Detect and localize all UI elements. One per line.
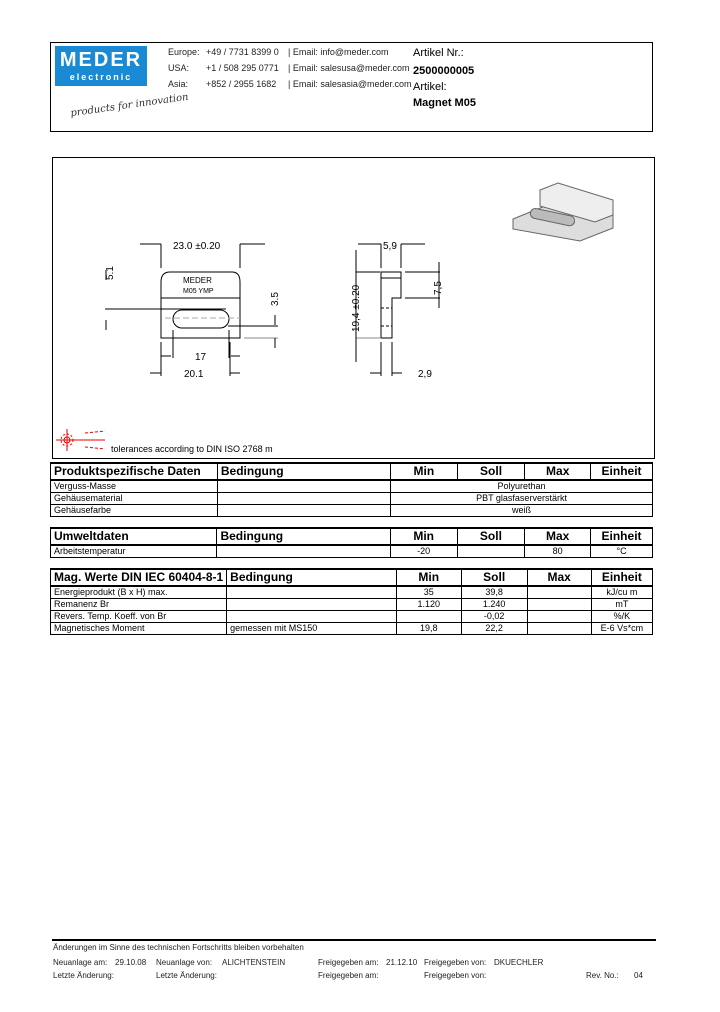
cell: 19,8: [396, 623, 461, 635]
tolerance-symbol-icon: [56, 429, 105, 451]
dim-7-5: 7,5: [433, 281, 444, 295]
freigegeben-am2-label: Freigegeben am:: [318, 971, 379, 980]
dim-17: 17: [195, 352, 207, 363]
logo-sub: electronic: [69, 72, 133, 82]
artikel-nr: 2500000005: [413, 65, 475, 77]
col-header: Soll: [457, 528, 525, 545]
cell: [527, 623, 591, 635]
cell: °C: [591, 545, 653, 558]
footer-note: Änderungen im Sinne des technischen Fortschritts bleiben vorbehalten: [53, 943, 304, 952]
product-data-table: [50, 462, 653, 517]
cell: [527, 599, 591, 611]
contact-phone: +1 / 508 295 0771: [206, 63, 279, 73]
dim-width: 23.0 ±0.20: [173, 241, 221, 252]
col-header: Min: [390, 528, 457, 545]
col-header: Produktspezifische Daten: [51, 463, 218, 480]
table-row: [51, 611, 653, 623]
magnetic-values-table: [50, 568, 653, 635]
row-value: weiß: [391, 505, 653, 517]
neuanlage-von-label: Neuanlage von:: [156, 958, 213, 967]
cell: 39,8: [461, 586, 527, 599]
dim-5-9: 5,9: [383, 241, 397, 252]
cell: 1.240: [461, 599, 527, 611]
col-header: Bedingung: [217, 528, 390, 545]
cell: [227, 611, 397, 623]
col-header: Max: [525, 463, 591, 480]
cell: 80: [525, 545, 591, 558]
slogan: products for innovation: [69, 91, 190, 120]
cell: -20: [390, 545, 457, 558]
cell: E-6 Vs*cm: [591, 623, 652, 635]
contact-region: Asia:: [168, 79, 189, 89]
tolerance-note: tolerances according to DIN ISO 2768 m: [111, 444, 273, 454]
cell: %/K: [591, 611, 652, 623]
3d-magnet-icon: [513, 183, 613, 241]
dim-5-1: 5.1: [105, 266, 116, 280]
side-view-outline: [381, 272, 401, 338]
col-header: Einheit: [591, 528, 653, 545]
marking-line-2: M05 YMP: [183, 288, 214, 295]
contact-email: | Email: salesasia@meder.com: [288, 79, 412, 89]
row-value: Polyurethan: [391, 480, 653, 493]
col-header: Umweltdaten: [51, 528, 217, 545]
cell: mT: [591, 599, 652, 611]
table-row: [51, 545, 653, 558]
contact-phone: +49 / 7731 8399 0: [206, 47, 279, 57]
contact-email: | Email: info@meder.com: [288, 47, 389, 57]
row-value: PBT glasfaserverstärkt: [391, 493, 653, 505]
freigegeben-von-label: Freigegeben von:: [424, 958, 487, 967]
neuanlage-am: 29.10.08: [115, 958, 147, 967]
neuanlage-am-label: Neuanlage am:: [53, 958, 108, 967]
rev-label: Rev. No.:: [586, 971, 619, 980]
cell: Energieprodukt (B x H) max.: [51, 586, 227, 599]
col-header: Max: [527, 569, 591, 586]
rev-number: 04: [634, 971, 643, 980]
technical-drawing: [0, 0, 720, 470]
col-header: Mag. Werte DIN IEC 60404-8-1: [51, 569, 227, 586]
cell: [527, 586, 591, 599]
table-row: [51, 599, 653, 611]
cell: 22,2: [461, 623, 527, 635]
freigegeben-von2-label: Freigegeben von:: [424, 971, 487, 980]
letzte-aenderung-label: Letzte Änderung:: [53, 971, 114, 980]
col-header: Soll: [457, 463, 525, 480]
table-row: [51, 480, 653, 493]
letzte-aenderung-von-label: Letzte Änderung:: [156, 971, 217, 980]
col-header: Einheit: [591, 569, 652, 586]
cell: 1.120: [396, 599, 461, 611]
contact-region: Europe:: [168, 47, 200, 57]
col-header: Soll: [461, 569, 527, 586]
cell: [227, 599, 397, 611]
contact-region: USA:: [168, 63, 190, 73]
cell: [217, 545, 390, 558]
cell: 35: [396, 586, 461, 599]
contact-phone: +852 / 2955 1682: [206, 79, 277, 89]
dim-19-4: 19,4 ±0.20: [351, 284, 362, 332]
cell: Magnetisches Moment: [51, 623, 227, 635]
row-label: Verguss-Masse: [51, 480, 218, 493]
cell: [527, 611, 591, 623]
table-row: [51, 623, 653, 635]
freigegeben-von: DKUECHLER: [494, 958, 544, 967]
row-label: Gehäusefarbe: [51, 505, 218, 517]
dim-20-1: 20.1: [184, 369, 204, 380]
table-row: [51, 493, 653, 505]
footer-divider: [52, 939, 656, 941]
table-row: [51, 505, 653, 517]
row-label: Gehäusematerial: [51, 493, 218, 505]
col-header: Min: [396, 569, 461, 586]
col-header: Max: [525, 528, 591, 545]
artikel-nr-label: Artikel Nr.:: [413, 47, 464, 59]
contact-email: | Email: salesusa@meder.com: [288, 63, 410, 73]
cell: gemessen mit MS150: [227, 623, 397, 635]
cell: [396, 611, 461, 623]
cell: Revers. Temp. Koeff. von Br: [51, 611, 227, 623]
cell: [457, 545, 525, 558]
dim-2-9: 2,9: [418, 369, 432, 380]
col-header: Bedingung: [217, 463, 390, 480]
logo-main: MEDER: [59, 49, 143, 71]
environment-table: [50, 527, 653, 558]
cell: kJ/cu m: [591, 586, 652, 599]
col-header: Bedingung: [227, 569, 397, 586]
neuanlage-von: ALICHTENSTEIN: [222, 958, 286, 967]
freigegeben-am: 21.12.10: [386, 958, 418, 967]
cell: Remanenz Br: [51, 599, 227, 611]
marking-line-1: MEDER: [183, 276, 212, 285]
dim-3-5: 3.5: [270, 292, 281, 306]
artikel-name: Magnet M05: [413, 97, 476, 109]
cell: [227, 586, 397, 599]
col-header: Einheit: [591, 463, 653, 480]
table-row: [51, 586, 653, 599]
freigegeben-am-label: Freigegeben am:: [318, 958, 379, 967]
col-header: Min: [391, 463, 458, 480]
artikel-label: Artikel:: [413, 81, 447, 93]
cell: -0,02: [461, 611, 527, 623]
cell: Arbeitstemperatur: [51, 545, 217, 558]
